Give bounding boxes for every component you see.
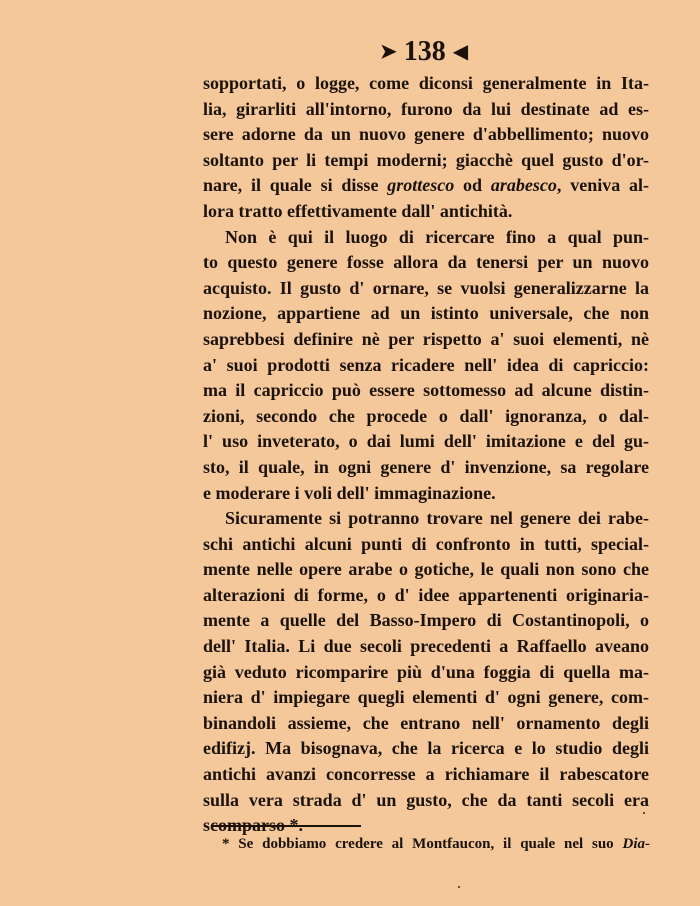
italic-term: arabesco [490, 175, 557, 196]
text-line: lia, girarliti all'intorno, furono da lui destinate ad es- [203, 98, 649, 119]
text-line: scomparso *. [203, 815, 303, 836]
text-line: soltanto per li tempi moderni; giacchè quel gusto d'or- [203, 149, 649, 170]
text-line: a' suoi prodotti senza ricadere nell' idea di capriccio: [203, 354, 649, 375]
text-line: schi antichi alcuni punti di confronto in tutti, special- [203, 533, 649, 554]
text-line: nozione, appartiene ad un istinto universale, che non [203, 303, 649, 324]
text-line: binandoli assieme, che entrano nell' ornamento degli [203, 712, 649, 733]
text-line: sopportati, o logge, come diconsi generalmente in Ita- [203, 73, 649, 93]
text-line: mente nelle opere arabe o gotiche, le quali non sono che [203, 559, 649, 580]
text-line: niera d' impiegare quegli elementi d' ogni genere, com- [203, 687, 649, 708]
footnote-text: * Se dobbiamo credere al Montfaucon, il quale nel suo [222, 836, 623, 852]
italic-term: grottesco [387, 175, 455, 196]
footnote-italic: Dia- [622, 836, 650, 852]
text-line: già veduto ricomparire più d'una foggia di quella ma- [203, 661, 649, 682]
text-line: zioni, secondo che procede o dall' ignoranza, o dal- [203, 405, 649, 426]
text-line: saprebbesi definire nè per rispetto a' suoi elementi, nè [203, 328, 649, 349]
text-line: Non è qui il luogo di ricercare fino a qual pun- [225, 226, 649, 247]
paper-speck [458, 886, 460, 888]
text-line: lora tratto effettivamente dall' antichità. [203, 200, 513, 221]
text-line: l' uso inveterato, o dai lumi dell' imitazione e del gu- [203, 431, 649, 452]
text-line: Sicuramente si potranno trovare nel genere dei rabe- [225, 508, 649, 529]
text-line: sto, il quale, in ogni genere d' invenzione, sa regolare [203, 456, 649, 477]
text-line: e moderare i voli dell' immaginazione. [203, 482, 496, 503]
text-line: antichi avanzi concorresse a richiamare il rabescatore [203, 764, 649, 785]
footnote [222, 834, 650, 854]
footnote-divider [211, 825, 361, 827]
page-number-value: 138 [403, 36, 446, 67]
text-line: nare, il quale si disse grottesco od arabesco, veniva al- [203, 175, 650, 196]
text-line: edifizj. Ma bisognava, che la ricerca e lo studio degli [203, 738, 649, 759]
left-ornament-icon: ➤ [380, 41, 397, 63]
paper-speck [643, 812, 645, 814]
text-line: sulla vera strada d' un gusto, che da tanti secoli era [203, 789, 649, 810]
body-text [203, 71, 649, 839]
text-line: mente a quelle del Basso-Impero di Costantinopoli, o [203, 610, 649, 631]
text-line: sere adorne da un nuovo genere d'abbellimento; nuovo [203, 124, 649, 145]
text-line: alterazioni di forme, o d' idee appartenenti originaria- [203, 584, 649, 605]
page-number [380, 36, 490, 68]
text-line: to questo genere fosse allora da tenersi per un nuovo [203, 252, 649, 273]
text-line: acquisto. Il gusto d' ornare, se vuolsi generalizzarne la [203, 277, 649, 298]
text-line: ma il capriccio può essere sottomesso ad alcune distin- [203, 380, 649, 401]
right-ornament-icon: ◀ [452, 41, 469, 63]
text-line: dell' Italia. Li due secoli precedenti a Raffaello aveano [203, 636, 649, 657]
